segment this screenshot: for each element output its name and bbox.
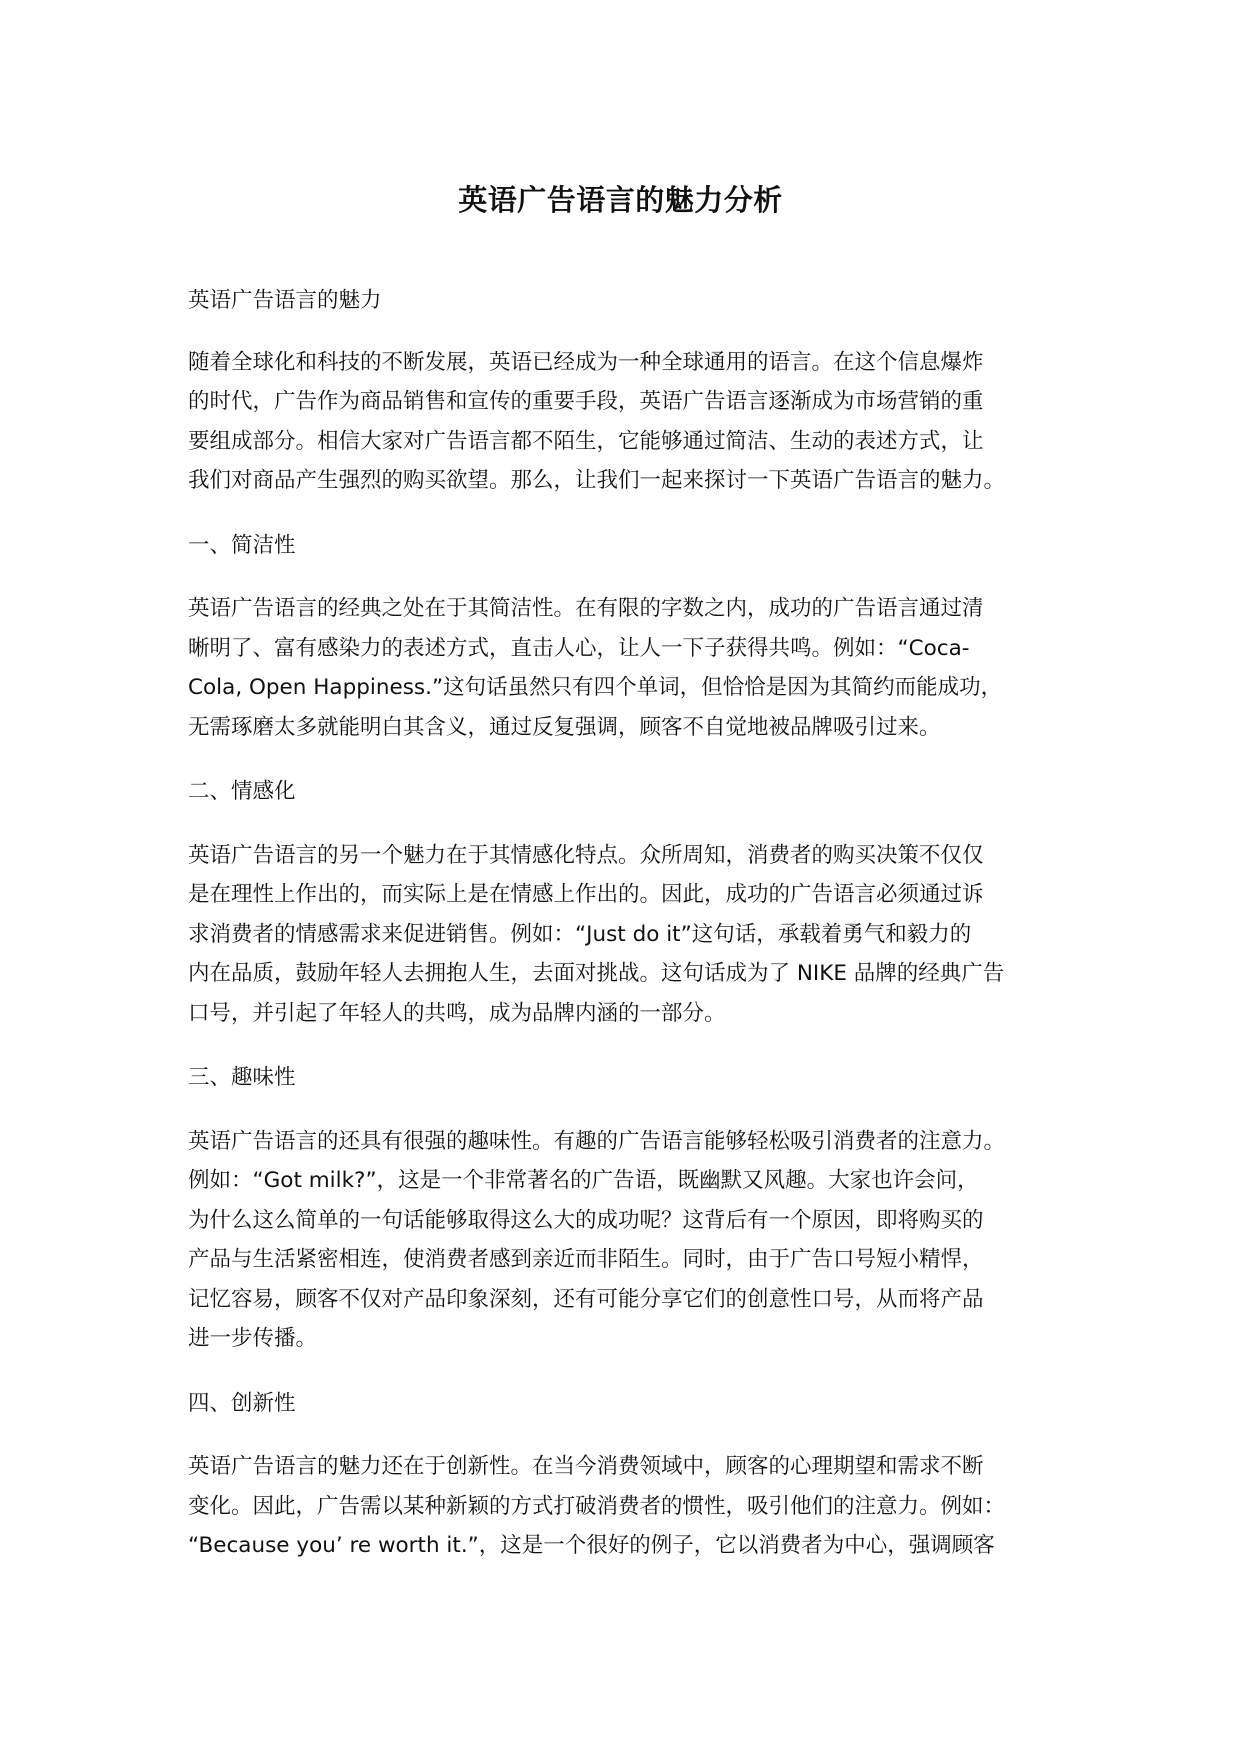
paragraph-line: 产品与生活紧密相连，使消费者感到亲近而非陌生。同时，由于广告口号短小精悍， [188, 1247, 984, 1272]
paragraph-line: 口号，并引起了年轻人的共鸣，成为品牌内涵的一部分。 [188, 1000, 726, 1026]
paragraph-line: 求消费者的情感需求来促进销售。例如：“Just do it”这句话，承载着勇气和毅力的 [188, 921, 972, 947]
document-title: 英语广告语言的魅力分析 [458, 183, 783, 217]
paragraph-line: 记忆容易，顾客不仅对产品印象深刻，还有可能分享它们的创意性口号，从而将产品 [188, 1286, 984, 1312]
paragraph-line: 进一步传播。 [188, 1326, 318, 1351]
paragraph-line: Cola, Open Happiness.”这句话虽然只有四个单词，但恰恰是因为其简约而能成功， [188, 675, 1003, 700]
paragraph-line: 英语广告语言的魅力还在于创新性。在当今消费领域中，顾客的心理期望和需求不断 [188, 1454, 984, 1479]
paragraph-line: 是在理性上作出的，而实际上是在情感上作出的。因此，成功的广告语言必须通过诉 [188, 882, 984, 907]
paragraph-line: “Because you’ re worth it.”，这是一个很好的例子，它以消费者为中心，强调顾客 [188, 1533, 995, 1558]
paragraph-line: 为什么这么简单的一句话能够取得这么大的成功呢？这背后有一个原因，即将购买的 [188, 1207, 984, 1233]
paragraph-line: 随着全球化和科技的不断发展，英语已经成为一种全球通用的语言。在这个信息爆炸 [188, 349, 984, 375]
paragraph-line: 无需琢磨太多就能明白其含义，通过反复强调，顾客不自觉地被品牌吸引过来。 [188, 714, 941, 740]
paragraph-line: 变化。因此，广告需以某种新颖的方式打破消费者的惯性，吸引他们的注意力。例如： [188, 1493, 1006, 1519]
section-paragraph-fun [188, 1122, 1088, 1359]
section-paragraph-innovation [188, 1447, 1088, 1566]
document-subtitle: 英语广告语言的魅力 [188, 288, 382, 313]
document-body [188, 281, 1088, 1591]
section-heading-emotional: 二、情感化 [188, 779, 296, 804]
paragraph-line: 英语广告语言的还具有很强的趣味性。有趣的广告语言能够轻松吸引消费者的注意力。 [188, 1128, 1006, 1154]
paragraph-line: 内在品质，鼓励年轻人去拥抱人生，去面对挑战。这句话成为了 NIKE 品牌的经典广告 [188, 961, 1005, 986]
section-heading-innovation: 四、创新性 [188, 1390, 296, 1416]
paragraph-line: 英语广告语言的另一个魅力在于其情感化特点。众所周知，消费者的购买决策不仅仅 [188, 842, 984, 868]
intro-paragraph [188, 343, 1088, 501]
section-heading-fun: 三、趣味性 [188, 1065, 296, 1090]
paragraph-line: 英语广告语言的经典之处在于其简洁性。在有限的字数之内，成功的广告语言通过清 [188, 596, 984, 621]
paragraph-line: 要组成部分。相信大家对广告语言都不陌生，它能够通过简洁、生动的表述方式，让 [188, 428, 984, 454]
section-paragraph-conciseness [188, 589, 1088, 747]
paragraph-line: 我们对商品产生强烈的购买欲望。那么，让我们一起来探讨一下英语广告语言的魅力。 [188, 468, 1006, 493]
paragraph-line: 晰明了、富有感染力的表述方式，直击人心，让人一下子获得共鸣。例如：“Coca- [188, 635, 970, 661]
paragraph-line: 例如：“Got milk?”，这是一个非常著名的广告语，既幽默又风趣。大家也许会问， [188, 1168, 979, 1193]
section-heading-conciseness: 一、简洁性 [188, 532, 296, 558]
section-paragraph-emotional [188, 836, 1088, 1034]
paragraph-line: 的时代，广告作为商品销售和宣传的重要手段，英语广告语言逐渐成为市场营销的重 [188, 389, 984, 414]
